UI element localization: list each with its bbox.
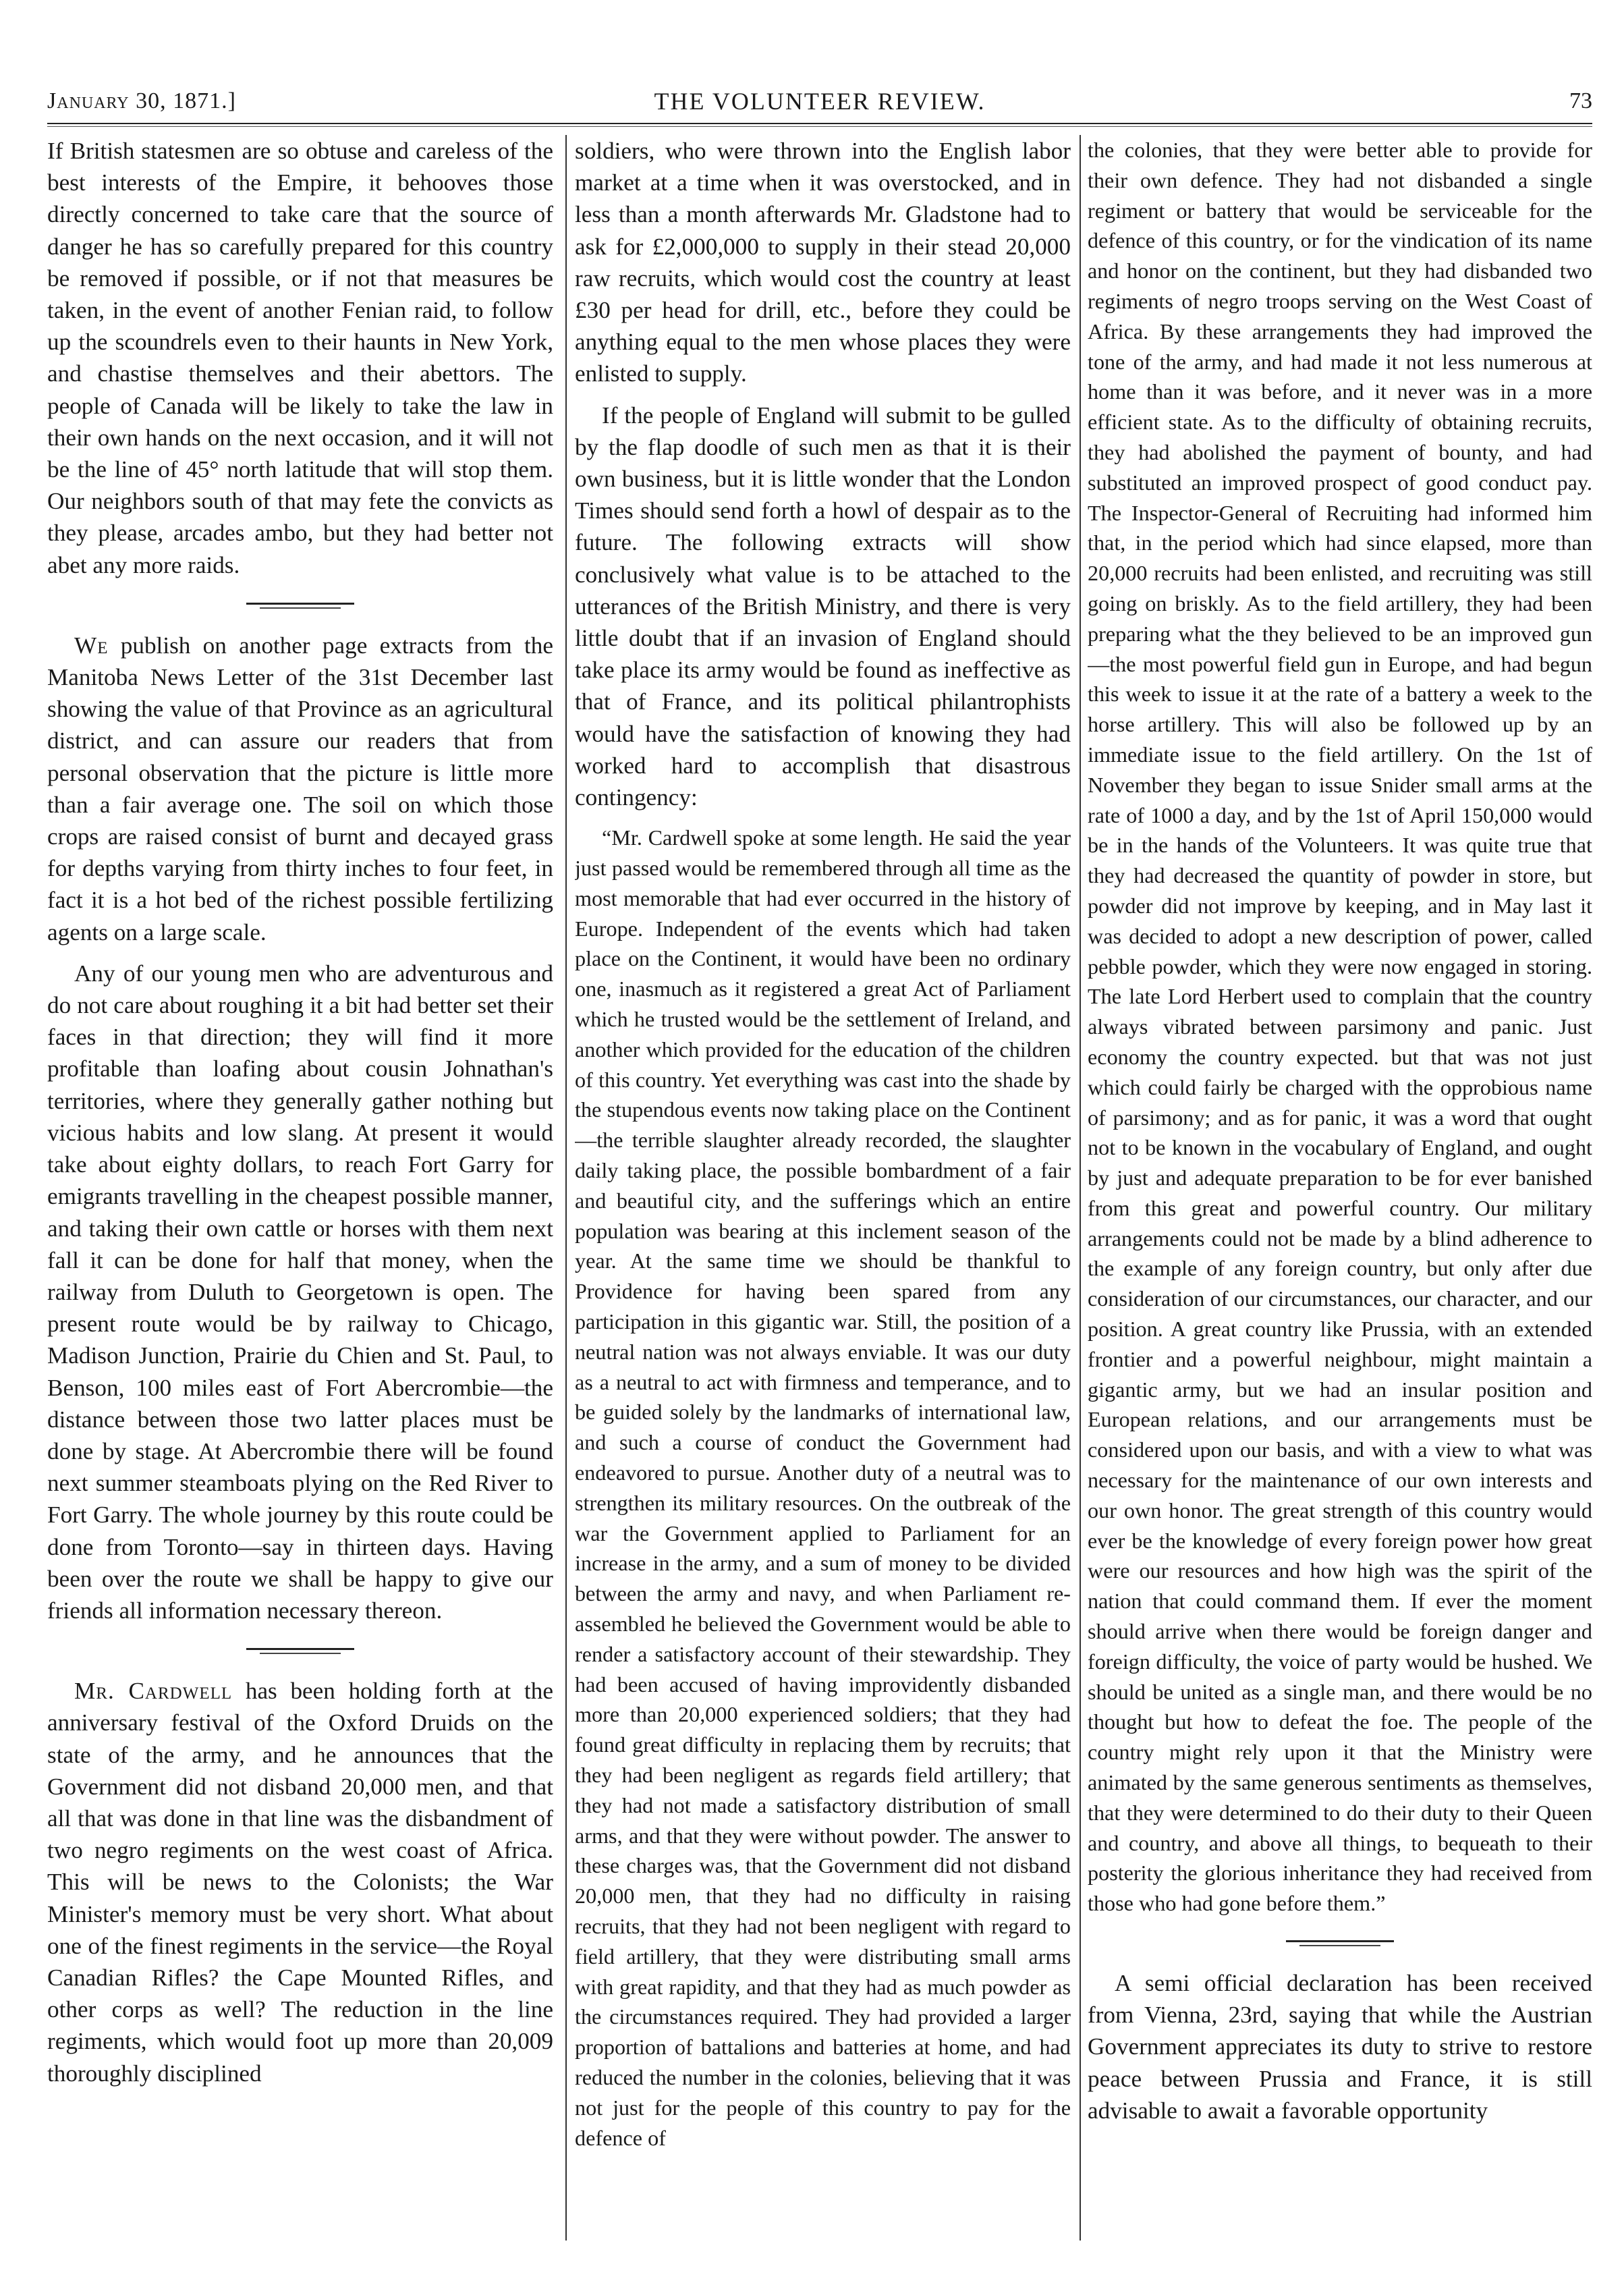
cardwell-speech-quote: “Mr. Cardwell spoke at some length. He said the year just passed would be remembered through all time as the most memorable that had ever occurred in the history of Europe. Independent of the events which had taken place on the Continent, it would have been no ordinary one, inasmuch as it registered a great Act of Parliament which he trusted would be the settlement of Ireland, and another which provided for the education of the children of this country. Yet everything was cast into the shade by the stupendous events now taking place on the Continent—the terrible slaughter already recorded, the slaughter daily taking place, the possible bombardment of a fair and beautiful city, and the sufferings which an entire population was bearing at this inclement season of the year. At the same time we should be thankful to Providence for having been spared from any participation in this gigantic war. Still, the position of a neutral nation was not always enviable. It was our duty as a neutral to act with firmness and temperance, and to be guided solely by the landmarks of international law, and such a course of conduct the Government had endeavored to pursue. Another duty of a neutral was to strengthen its military resources. On the outbreak of the war the Government applied to Parliament for an increase in the army, and a sum of money to be divided between the army and navy, and when Parliament re-assembled he believed the Government would be able to render a satisfactory account of their stewardship. They had been accused of having improvidently disbanded more than 20,000 experienced soldiers; that they had found great difficulty in replacing them by recruits; that they had been negligent as regards field artillery; that they had not made a satisfactory distribution of small arms, and that they were without powder. The answer to these charges was, that the Government did not disband 20,000 men, that they had no difficulty in raising recruits, that they had not been negligent with regard to field artillery, that they were distributing small arms with great rapidity, and that they had as much powder as the circumstances required. They had provided a larger proportion of battalions and batteries at home, and had reduced the number in the colonies, believing that it was not just for the people of this country to pay for the defence of [575, 825, 1071, 2150]
lead-word: We [74, 632, 109, 659]
article-route-paragraph: Any of our young men who are adventurous and do not care about roughing it a bit had better set their faces in that direction; they will find it more profitable than loafing about cousin Johnathan's territories, where they generally gather nothing but vicious habits and low slang. At present it would take about eighty dollars, to reach Fort Garry for emigrants travelling in the cheapest possible manner, and taking their own cattle or horses with them next fall it can be done for half that money, when the railway from Duluth to Georgetown is open. The present route would be by railway to Chicago, Madison Junction, Prairie du Chien and St. Paul, to Benson, 100 miles east of Fort Abercrombie—the distance between those two latter places must be done by stage. At Abercrombie there will be found next summer steamboats plying on the Red River to Fort Garry. The whole journey by this route could be done from Toronto—say in thirteen days. Having been over the route we shall be happy to give our friends all information necessary thereon. [47, 960, 553, 1624]
column-right [1088, 135, 1592, 2241]
column-rule-left [565, 135, 567, 2241]
paragraph-gap [575, 390, 1071, 400]
section-divider [246, 1647, 354, 1656]
lead-word: Mr. Cardwell [74, 1678, 233, 1705]
section-divider [246, 601, 354, 611]
issue-date: January 30, 1871.] [47, 88, 236, 113]
article-cardwell-paragraph [47, 1675, 553, 2089]
paragraph-text: publish on another page extracts from the Manitoba News Letter of the 31st December last showing the value of that Province as an agricultural district, and can assure our readers that from personal observation that the picture is little more than a fair average one. The soil on which those crops are raised consist of burnt and decayed grass for depths varying from thirty inches to four feet, in fact it is a hot bed of the richest possible fertilizing agents on a large scale. [47, 632, 553, 945]
article-fenian-paragraph: If British statesmen are so obtuse and careless of the best interests of the Empire, it behooves those directly concerned to take care that the source of danger he has so carefully prepared for this country be removed if possible, or if not that measures be taken, in the event of another Fenian raid, to follow up the scoundrels even to their haunts in New York, and chastise themselves and their abettors. The people of Canada will be likely to take the law in their own hands on the next occasion, and it will not be the line of 45° north latitude that will stop them. Our neighbors south of that may fete the convicts as they please, arcades ambo, but they had better not abet any more raids. [47, 138, 553, 578]
article-soldiers-paragraph: soldiers, who were thrown into the English labor market at a time when it was overstocked, and in less than a month afterwards Mr. Gladstone had to ask for £2,000,000 to supply in their stead 20,000 raw recruits, which would cost the country at least £30 per head for drill, etc., before they could be anything equal to the men whose places they were enlisted to supply. [575, 138, 1071, 387]
newspaper-title: THE VOLUNTEER REVIEW. [654, 88, 986, 115]
paragraph-text: has been holding forth at the anniversary festival of the Oxford Druids on the state of the army, and he announces that the Government did not disband 20,000 men, and that all that was done in that line was the disbandment of two negro regiments on the west coast of Africa. This will be news to the Colonists; the War Minister's memory must be very short. What about one of the finest regiments in the service—the Royal Canadian Rifles? the Cape Mounted Rifles, and other corps as well? The reduction in the line regiments, which would foot up more than 20,009 thoroughly disciplined [47, 1678, 553, 2087]
article-manitoba-paragraph [47, 630, 553, 948]
cardwell-speech-quote-continued: the colonies, that they were better able to provide for their own defence. They had not disbanded a single regiment or battery that would be serviceable for the defence of this country, or for the vindication of its name and honor on the continent, but they had disbanded two regiments of negro troops serving on the West Coast of Africa. By these arrangements they had improved the tone of the army, and had made it not less numerous at home than it was before, and it never was in a more efficient state. As to the difficulty of obtaining recruits, they had abolished the payment of bounty, and had substituted an improved prospect of good conduct pay. The Inspector-General of Recruiting had informed him that, in the period which had since elapsed, more than 20,000 recruits had been enlisted, and recruiting was still going on briskly. As to the field artillery, they had been preparing what the they believed to be an improved gun—the most powerful field gun in Europe, and had begun this week to issue it at the rate of a battery a week to the horse artillery. This will also be followed up by an immediate issue to the field artillery. On the 1st of November they began to issue Snider small arms at the rate of 1000 a day, and by the 1st of April 150,000 would be in the hands of the Volunteers. It was quite true that they had decreased the quantity of powder in store, but powder did not improve by keeping, and in May last it was decided to adopt a new description of power, called pebble powder, which they were now engaged in storing. The late Lord Herbert used to complain that the country always vibrated between parsimony and panic. Just economy the country expected. but that was not just which could fairly be charged with the opprobious name of parsimony; and as for panic, it was a word that ought not to be known in the vocabulary of England, and ought by just and adequate preparation to be for ever banished from this great and powerful country. Our military arrangements could not be made by a blind adherence to the example of any foreign country, but only after due consideration of our circumstances, our character, and our position. A great country like Prussia, with an extended frontier and a powerful neighbour, might maintain a gigantic army, but we had an insular position and European relations, and our arrangements must be considered upon our basis, and with a view to what was necessary for the maintenance of our own interests and our own honor. The great strength of this country would ever be the knowledge of every foreign power how great were our resources and how high was the spirit of the nation that could command them. If ever the moment should arrive when there would be foreign danger and foreign difficulty, the voice of party would be hushed. We should be united as a single man, and there would be no thought but how to defeat the foe. The people of the country might rely upon it that the Ministry were animated by the same generous sentiments as themselves, that they were determined to do their duty to their Queen and country, and above all things, to bequeath to their posterity the glorious inheritance they had received from those who had gone before them.” [1088, 138, 1592, 1916]
section-divider [1286, 1939, 1394, 1948]
header-rule [47, 123, 1592, 127]
article-vienna-paragraph: A semi official declaration has been received from Vienna, 23rd, saying that while the Austrian Government appreciates its duty to strive to restore peace between Prussia and France, it is still advisable to await a favorable opportunity [1088, 1970, 1592, 2124]
paragraph-gap [47, 948, 553, 958]
article-england-paragraph: If the people of England will submit to be gulled by the flap doodle of such men as that it is their own business, but it is little wonder that the London Times should send forth a howl of despair as to the future. The following extracts will show conclusively what value is to be attached to the utterances of the British Ministry, and there is very little doubt that if an invasion of England should take place its army would be found as ineffective as that of France, and its political philantrophists would have the satisfaction of knowing they had worked hard to accomplish that disastrous contingency: [575, 402, 1071, 811]
column-left [47, 135, 553, 2241]
page-number: 73 [1569, 88, 1592, 113]
column-middle [575, 135, 1071, 2241]
column-rule-right [1080, 135, 1081, 2241]
paragraph-gap [575, 813, 1071, 823]
